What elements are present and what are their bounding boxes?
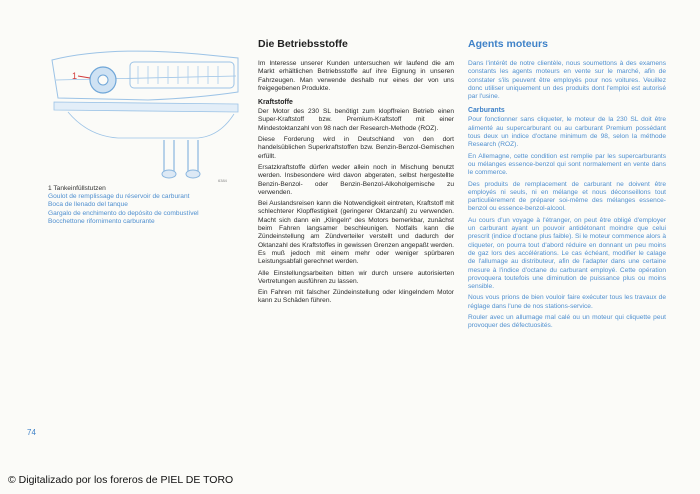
french-paragraph: Pour fonctionner sans cliqueter, le moteur de la 230 SL doit être alimenté au supercarburant ou au carburant Premium possédant tous deux un indice d'octane minimum de 98, selon la méthode Research (ROZ). (468, 116, 666, 149)
german-paragraph: Der Motor des 230 SL benötigt zum klopffreien Betrieb einen Super-Kraftstoff bzw. Premium-Kraftstoff mit einer Mindestoktanzahl von 98 nach der Research-Methode (ROZ). (258, 108, 454, 132)
german-paragraph: Bei Auslandsreisen kann die Notwendigkeit eintreten, Kraftstoff mit schlechterer Klopffestigkeit (geringerer Oktanzahl) zu verwenden. Macht sich dann ein „Klingeln“ des Motors bemerkbar, zunächst beim Fahren langsamer beschleunigen. Notfalls kann die Zündeinstellung am Zündverteiler verstellt und dadurch der Oktanzahl des Kraftstoffes in gewissen Grenzen angepaßt werden. Es muß jedoch mit einem mehr oder weniger spürbaren Leistungsabfall gerechnet werden. (258, 200, 454, 266)
french-paragraph: Nous vous prions de bien vouloir faire exécuter tous les travaux de réglage dans l'une de nos stations-service. (468, 294, 666, 310)
french-intro: Dans l'intérêt de notre clientèle, nous soumettons à des examens constants les agents moteurs en vente sur le marché, afin de constater s'ils peuvent être employés pour nos voitures. Veuillez donc utiliser uniquement un des produits dont l'emploi est autorisé par l'usine. (468, 60, 666, 101)
french-paragraph: Des produits de remplacement de carburant ne doivent être employés ni seuls, ni en mélange et nous déconseillons tout particulièrement de préparer soi-même des mélanges essence-benzol ou essence-benzol-alcool. (468, 180, 666, 213)
exhaust-tip-2 (186, 170, 200, 178)
french-paragraph: Au cours d'un voyage à l'étranger, on peut être obligé d'employer un carburant ayant un pouvoir antidétonant moindre que celui prescrit (indice d'octane plus faible). Si le moteur commence alors à cliqueter, on pourra tout d'abord réduire en donnant un peu moins de gaz lors des accélérations. Le cas échéant, modifier le calage de l'allumage au distributeur, afin de l'adapter dans une certaine mesure à l'indice d'octane du carburant employé. Cette opération provoquera toutefois une diminution de puissance plus ou moins sensible. (468, 216, 666, 291)
german-paragraph: Alle Einstellungsarbeiten bitten wir durch unsere autorisierten Vertretungen ausführen zu lassen. (258, 269, 454, 285)
callout-line (78, 76, 90, 78)
german-paragraph: Ein Fahren mit falscher Zündeinstellung oder klingelndem Motor kann zu Schäden führen. (258, 289, 454, 305)
callout-number: 1 (72, 71, 78, 81)
french-paragraph: Rouler avec un allumage mal calé ou un moteur qui cliquette peut provoquer des défectuosités. (468, 314, 666, 330)
tail-light-ribs (138, 66, 218, 84)
caption-line: Boca de llenado del tanque (48, 201, 128, 209)
french-title: Agents moteurs (468, 38, 548, 50)
german-column (258, 38, 454, 309)
french-section-heading: Carburants (468, 107, 505, 115)
lower-body (68, 112, 234, 138)
caption-line: Goulot de remplissage du réservoir de carburant (48, 193, 190, 201)
car-rear-outline (52, 51, 238, 100)
caption-head: 1 Tankeinfüllstutzen (48, 185, 106, 192)
exhaust-pipes (164, 140, 198, 172)
exhaust-tip-1 (162, 170, 176, 178)
scan-credit: © Digitalizado por los foreros de PIEL DE TORO (8, 474, 234, 486)
french-column (468, 38, 666, 334)
fuel-filler-illustration (48, 40, 243, 190)
german-paragraph: Diese Forderung wird in Deutschland von den dort handelsüblichen Superkraftstoffen bzw. Benzin-Benzol-Gemischen erfüllt. (258, 136, 454, 160)
bumper (54, 102, 238, 112)
french-paragraph: En Allemagne, cette condition est remplie par les supercarburants ou mélanges essence-benzol qui sont normalement en vente dans le commerce. (468, 152, 666, 177)
german-paragraph: Ersatzkraftstoffe dürfen weder allein noch in Mischung benutzt werden. Insbesondere wird davon abgeraten, selbst hergestellte Benzin-Benzol- oder Benzin-Benzol-Alkoholgemische zu verwenden. (258, 163, 454, 196)
german-intro: Im Interesse unserer Kunden untersuchen wir laufend die am Markt erhältlichen Betriebsstoffe auf ihre Eignung in unseren Fahrzeugen. Man verwende deshalb nur eines der von uns freigegebenen Produkte. (258, 60, 454, 92)
page-number: 74 (27, 428, 36, 437)
fuel-cap-center (98, 75, 108, 85)
german-section-heading: Kraftstoffe (258, 99, 293, 107)
caption-line: Bocchettone rifornimento carburante (48, 217, 155, 225)
caption-line: Gargalo de enchimento do depósito de combustível (48, 209, 199, 217)
figure-caption (48, 185, 248, 226)
figure-code: 6384 (218, 178, 227, 183)
german-title: Die Betriebsstoffe (258, 38, 348, 50)
